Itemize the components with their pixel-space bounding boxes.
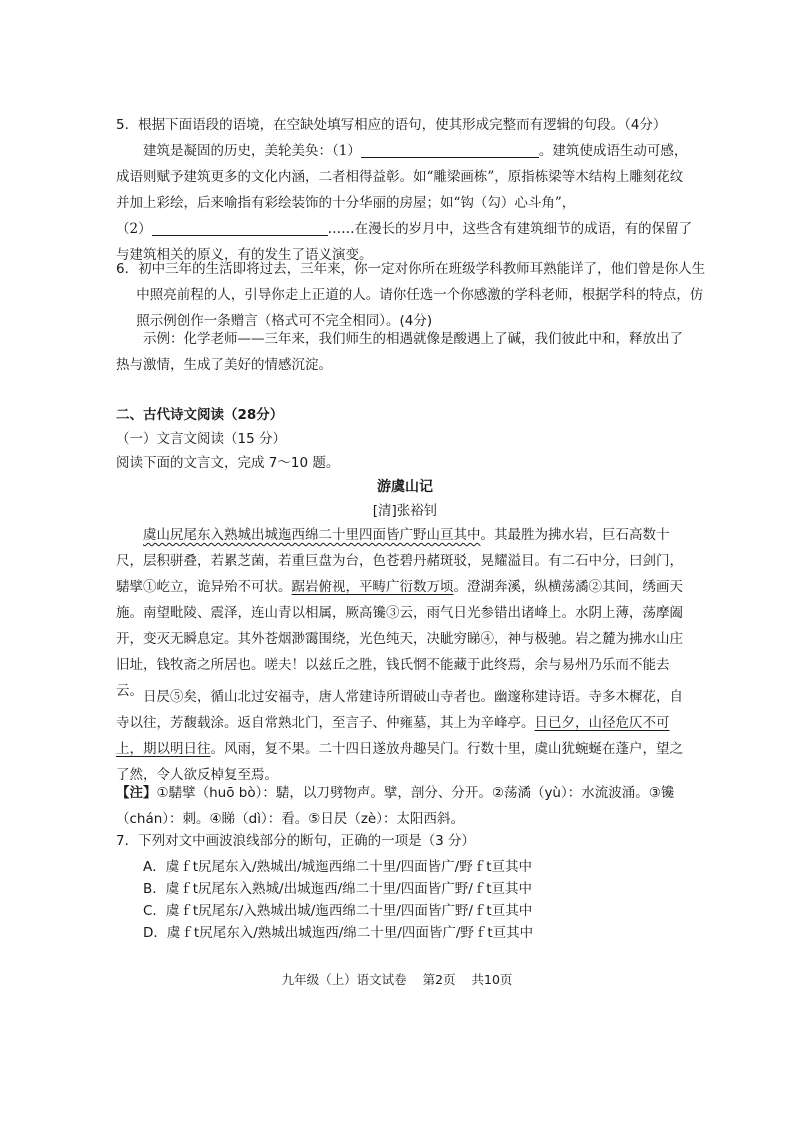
passage-title: 游虞山记: [377, 479, 433, 495]
underlined-sentence-2: 日已夕，山径危仄不可上，期以明日往: [116, 715, 670, 757]
section-2-instruction: 阅读下面的文言文，完成 7～10 题。: [116, 455, 340, 471]
page-footer: [0, 970, 794, 988]
question-5-passage-1: [116, 138, 694, 216]
underlined-sentence-1: 踞岩俯视，平畴广衍数万顷: [291, 579, 454, 595]
passage-text: 日昃⑤矣，循山北过安福寺，唐人常建诗所谓破山寺者也。幽邃称建诗语。寺多木樨花，自寺以往，芳馥载涂。返自常熟北门，至言子、仲雍墓，其上为辛峰亭。: [116, 689, 683, 731]
passage-paragraph-2: [116, 684, 694, 788]
question-5-stem: 5．根据下面语段的语境，在空缺处填写相应的语句，使其形成完整而有逻辑的句段。（4分）: [116, 117, 667, 133]
question-7-option-a[interactable]: A．虞ｆt尻尾东入/熟城出/城迤西绵二十里/四面皆广/野ｆt亘其中: [143, 859, 533, 875]
section-2-subheading: （一）文言文阅读（15 分）: [116, 431, 286, 447]
passage-text: 。其最胜为拂水岩，巨石高数十尺，层积骈叠，若累芝菌，若重巨盘为台，色苍碧丹赭斑驳，晃耀溢目。有二石中分，曰剑门，騞擘①屹立，诡异殆不可状。: [116, 527, 683, 595]
notes-text: ①騞擘（huō bò）：騞，以刀劈物声。擘，剖分、分开。②荡潏（yù）：水流波涌。③镵（chán）：刺。④睇（dì）：看。⑤日昃（zè）：太阳西斜。: [116, 785, 675, 827]
footer-total-pages: 共10页: [471, 972, 513, 987]
question-7-option-d[interactable]: D．虞ｆt尻尾东入/熟城出城迤西/绵二十里/四面皆广/野ｆt亘其中: [143, 925, 534, 941]
wavy-underlined-sentence: 虞山尻尾东入熟城出城迤西绵二十里四面皆广野山亘其中: [143, 527, 481, 543]
passage-author: [清]张裕钊: [372, 503, 438, 519]
question-7-stem: 7．下列对文中画波浪线部分的断句，正确的一项是（3 分）: [116, 833, 475, 849]
passage-text: 。风雨，复不果。二十四日遂放舟趣吴门。行数十里，虞山犹蜿蜒在蓬户，望之了然，令人欲反棹复至焉。: [116, 741, 683, 783]
passage-text: 。澄湖奔溪，纵横荡潏②其间，绣画天施。南望毗陵、震泽，连山青以相属，厥高镵③云，雨气日光参错出诸峰上。水阴上薄，荡摩阖开，变灭无瞬息定。其外苍烟渺霭围绕，光色纯天，决眦穷睇④，神与极驰。岩之麓为拂水山庄旧址，钱牧斋之所居也。嗟夫！以兹丘之胜，钱氏惘不能藏于此终焉，余与易州乃乐而不能去云。: [116, 579, 683, 699]
answer-blank-2[interactable]: [152, 221, 328, 236]
question-7-option-b[interactable]: B．虞ｆt尻尾东入熟城/出城迤西/绵二十里/四面皆广野/ｆt亘其中: [143, 881, 533, 897]
question-6-stem: 6．初中三年的生活即将过去，三年来，你一定对你所在班级学科教师耳熟能详了，他们曾是你人生中照亮前程的人，引导你走上正道的人。请你任选一个你感激的学科老师，根据学科的特点，仿照示例创作一条赠言（格式可不完全相同）。(4分): [116, 261, 706, 329]
q5-text-d: ……在漫长的岁月中，这些含有建筑细节的成语，有的保留了与建筑相关的原义，有的发生了语义演变。: [116, 221, 693, 263]
q5-text-c: （2）: [116, 221, 152, 237]
notes: [116, 780, 694, 832]
question-6-example: 示例：化学老师——三年来，我们师生的相遇就像是酸遇上了碱，我们彼此中和，释放出了热与激情，生成了美好的情感沉淀。: [116, 331, 683, 373]
answer-blank-1[interactable]: [361, 143, 539, 158]
notes-label: 【注】: [116, 785, 157, 801]
footer-page-number: 第2页: [422, 972, 456, 987]
section-2-heading: 二、古代诗文阅读（28分）: [116, 407, 284, 423]
passage-paragraph-1: [116, 522, 694, 704]
question-7-option-c[interactable]: C．虞ｆt尻尾东/入熟城出城/迤西绵二十里/四面皆广野/ｆt亘其中: [143, 903, 533, 919]
q5-text-b: 。建筑使成语生动可感，成语则赋予建筑更多的文化内涵，二者相得益彰。如“雕梁画栋”，原指栋梁等木结构上雕刻花纹并加上彩绘，后来喻指有彩绘装饰的十分华丽的房屋；如“钩（勾）心斗角”，: [116, 143, 688, 211]
q5-text-a: 建筑是凝固的历史，美轮美奂：（1）: [143, 143, 361, 159]
footer-grade: 九年级（上）语文试卷: [281, 972, 407, 987]
